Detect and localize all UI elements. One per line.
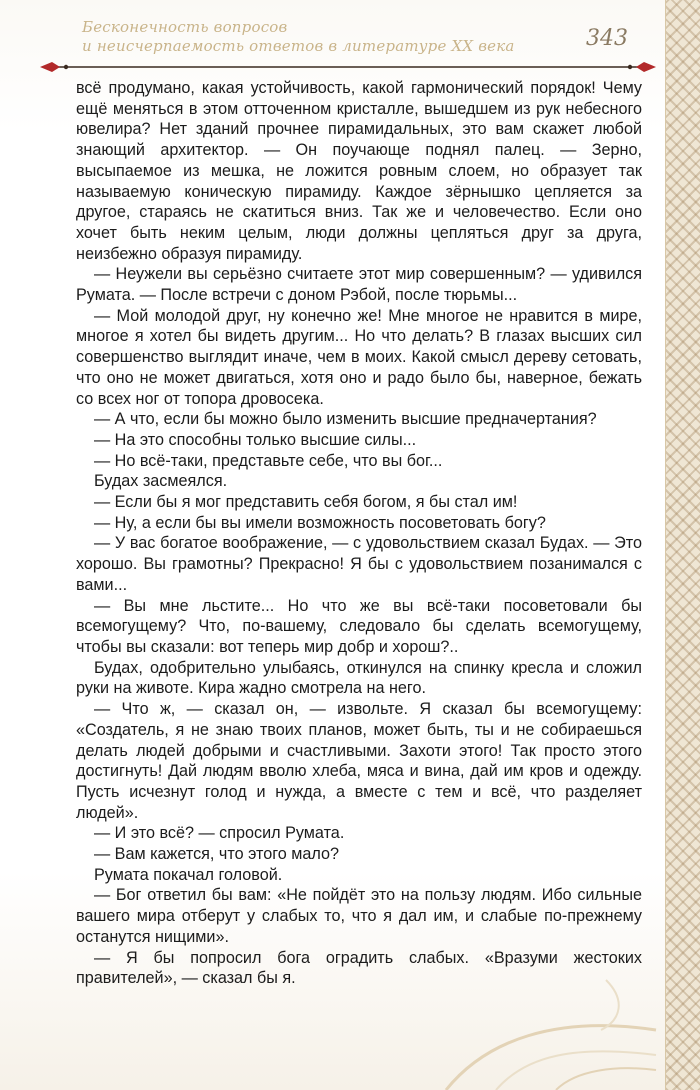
paragraph: — Бог ответил бы вам: «Не пойдёт это на пользу людям. Ибо сильные вашего мира отберут у слабых то, что я дал им, и слабые по-прежнему останутся нищими». xyxy=(76,886,642,946)
running-title xyxy=(82,18,515,56)
ornamental-border xyxy=(665,0,700,1090)
paragraph: — А что, если бы можно было изменить высшие предначертания? xyxy=(94,410,597,429)
page-header xyxy=(38,10,658,72)
paragraph: Будах, одобрительно улыбаясь, откинулся на спинку кресла и сложил руки на животе. Кира жадно смотрела на него. xyxy=(76,658,642,698)
paragraph: всё продумано, какая устойчивость, какой гармонический порядок! Чему ещё меняться в этом отточенном кристалле, вышедшем из рук небесного ювелира? Нет зданий прочнее пирамидальных, это вам скажет любой знающий архитектор. — Он поучающе поднял палец. — Зерно, высыпаемое из мешка, не ложится ровным слоем, но образует так называемую коническую пирамиду. Каждое зёрнышко цепляется за другое, стараясь не скатиться вниз. Так же и человечество. Если оно хочет быть неким целым, люди должны цепляться друг за друга, неизбежно образуя пирамиду. xyxy=(76,79,642,263)
body-text xyxy=(76,78,642,989)
paragraph: — И это всё? — спросил Румата. xyxy=(94,824,345,843)
running-title-line-1: Бесконечность вопросов xyxy=(82,18,288,36)
paragraph: Будах засмеялся. xyxy=(94,472,228,491)
paragraph: — Я бы попросил бога оградить слабых. «Вразуми жестоких правителей», — сказал бы я. xyxy=(76,948,642,988)
running-title-line-2: и неисчерпаемость ответов в литературе XX века xyxy=(82,37,515,55)
paragraph: — На это способны только высшие силы... xyxy=(94,430,417,449)
left-ornament-icon xyxy=(40,62,60,72)
paragraph: — Вы мне льстите... Но что же вы всё-таки посоветовали бы всемогущему? Что, по-вашему, следовало бы сделать всемогущему, чтобы вы сказали: вот теперь мир добр и хорош?.. xyxy=(76,596,642,656)
paragraph: — У вас богатое воображение, — с удовольствием сказал Будах. — Это хорошо. Вы грамотны? Прекрасно! Я бы с удовольствием позанимался с вами... xyxy=(76,534,642,594)
paragraph: — Вам кажется, что этого мало? xyxy=(94,845,340,864)
paragraph: — Неужели вы серьёзно считаете этот мир совершенным? — удивился Румата. — После встречи с доном Рэбой, после тюрьмы... xyxy=(76,265,642,305)
page-number: 343 xyxy=(586,26,628,51)
paragraph: — Ну, а если бы вы имели возможность посоветовать богу? xyxy=(94,513,546,532)
paragraph: — Если бы я мог представить себя богом, я бы стал им! xyxy=(94,493,518,512)
paragraph: — Мой молодой друг, ну конечно же! Мне многое не нравится в мире, многое я хотел бы видеть другим... Но что делать? В глазах высших сил совершенство выглядит иначе, чем в моих. Какой смысл дереву сетовать, что оно не может двигаться, хотя оно и радо было бы, наверное, бежать со всех ног от топора дровосека. xyxy=(76,306,642,408)
paragraph: Румата покачал головой. xyxy=(94,865,283,884)
right-ornament-icon xyxy=(636,62,656,72)
paragraph: — Что ж, — сказал он, — извольте. Я сказал бы всемогущему: «Создатель, я не знаю твоих планов, может быть, ты и не собираешься делать людей добрыми и счастливыми. Захоти этого! Так просто этого достигнуть! Дай людям вволю хлеба, мяса и вина, дай им кров и одежду. Пусть исчезнут голод и нужда, а вместе с тем и всё, что разделяет людей». xyxy=(76,700,642,822)
paragraph: — Но всё-таки, представьте себе, что вы бог... xyxy=(94,451,443,470)
header-rule-ornament xyxy=(38,60,658,74)
